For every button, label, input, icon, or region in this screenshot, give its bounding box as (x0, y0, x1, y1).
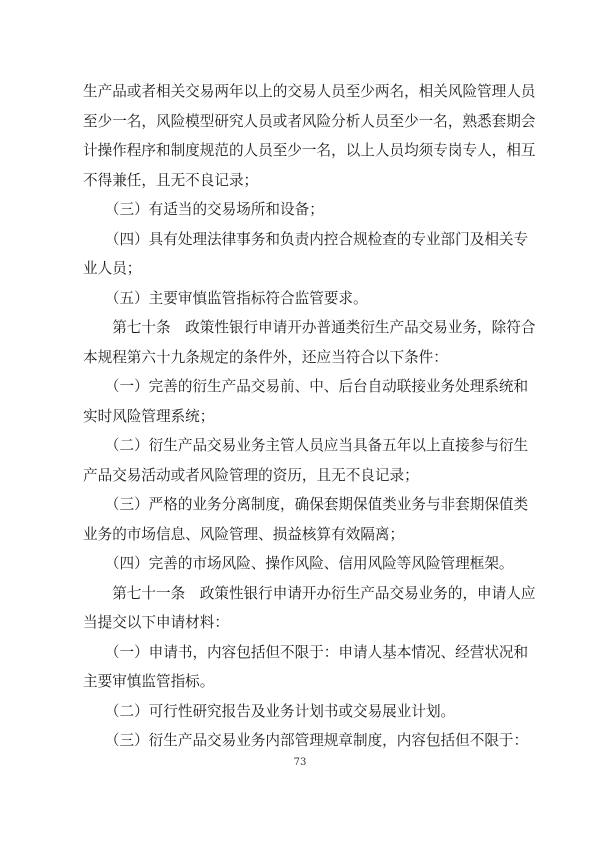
text-line: （二）衍生产品交易业务主管人员应当具备五年以上直接参与衍生 (83, 437, 529, 454)
text-line: 第七十一条 政策性银行申请开办衍生产品交易业务的，申请人应 (83, 584, 536, 602)
text-line: 第七十条 政策性银行申请开办普通类衍生产品交易业务，除符合 (83, 319, 536, 336)
page-number: 73 (293, 757, 307, 768)
text-line: 实时风险管理系统； (83, 407, 215, 425)
text-line: （二）可行性研究报告及业务计划书或交易展业计划。 (83, 702, 456, 720)
text-line: 主要审慎监管指标。 (83, 673, 215, 690)
text-line: （一）完善的衍生产品交易前、中、后台自动联接业务处理系统和 (83, 378, 529, 395)
text-line: （三）衍生产品交易业务内部管理规章制度，内容包括但不限于： (83, 732, 529, 749)
text-line: 业务的市场信息、风险管理、损益核算有效隔离； (83, 525, 405, 543)
text-line: 计操作程序和制度规范的人员至少一名，以上人员均须专岗专人，相互 (83, 142, 536, 159)
text-line: 生产品或者相关交易两年以上的交易人员至少两名，相关风险管理人员 (83, 83, 536, 100)
text-line: （四）具有处理法律事务和负责内控合规检查的专业部门及相关专 (83, 230, 529, 248)
text-line: 业人员； (83, 260, 142, 277)
text-line: （一）申请书，内容包括但不限于：申请人基本情况、经营状况和 (83, 643, 529, 661)
text-line: 不得兼任，且无不良记录； (83, 171, 259, 189)
text-line: （三）严格的业务分离制度，确保套期保值类业务与非套期保值类 (83, 496, 529, 513)
text-line: 产品交易活动或者风险管理的资历，且无不良记录； (83, 466, 419, 484)
text-line: 至少一名，风险模型研究人员或者风险分析人员至少一名，熟悉套期会 (83, 112, 536, 130)
text-line: （五）主要审慎监管指标符合监管要求。 (83, 289, 368, 307)
text-line: （三）有适当的交易场所和设备； (83, 201, 324, 218)
text-line: 本规程第六十九条规定的条件外，还应当符合以下条件： (83, 348, 448, 366)
text-line: 当提交以下申请材料： (83, 614, 229, 631)
text-line: （四）完善的市场风险、操作风险、信用风险等风险管理框架。 (83, 555, 514, 572)
body-text (83, 77, 536, 756)
